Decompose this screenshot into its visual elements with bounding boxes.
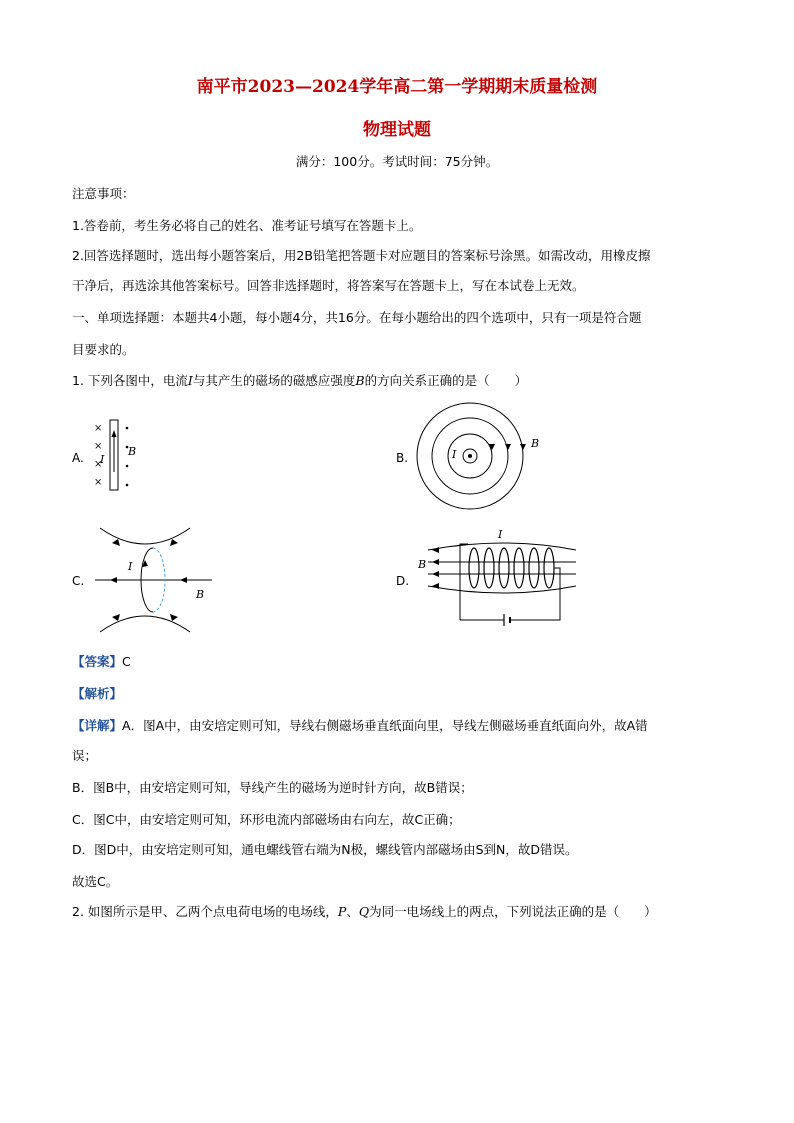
option-c-label: C. — [72, 574, 85, 588]
notes-item-1: 1.答卷前，考生务必将自己的姓名、准考证号填写在答题卡上。 — [72, 218, 422, 233]
figure-d-label-b: B — [418, 558, 427, 571]
q1-var-b: B — [355, 373, 365, 388]
answer-value: C — [122, 654, 131, 669]
conclusion: 故选C。 — [72, 874, 119, 889]
exam-title: 南平市2023—2024学年高二第一学期期末质量检测 — [196, 77, 598, 97]
q2-stem: 2. 如图所示是甲、乙两个点电荷电场的电场线，P、Q为同一电场线上的两点，下列说法正确的是（ ） — [72, 904, 657, 919]
figure-d-label-i: I — [498, 528, 503, 541]
analysis-tag: 【解析】 — [72, 686, 123, 701]
detail-a-line-2: 误； — [72, 748, 98, 763]
detail-d: D．图D中，由安培定则可知，通电螺线管右端为N极，螺线管内部磁场由S到N，故D错误。 — [72, 842, 578, 857]
q2-var-p: P — [337, 904, 347, 919]
figure-c-label-b: B — [196, 588, 205, 601]
figure-a-label-b: B — [128, 445, 137, 458]
svg-text:×: × — [94, 423, 103, 434]
figure-c — [90, 520, 220, 640]
option-a-label: A. — [72, 451, 84, 465]
detail-b: B．图B中，由安培定则可知，导线产生的磁场为逆时针方向，故B错误； — [72, 780, 473, 795]
detail-a-line-1: 【详解】A．图A中，由安培定则可知，导线右侧磁场垂直纸面向里，导线左侧磁场垂直纸面向外，故A错 — [72, 718, 648, 733]
exam-subtitle: 物理试题 — [363, 120, 431, 140]
detail-c: C．图C中，由安培定则可知，环形电流内部磁场由右向左，故C正确； — [72, 812, 461, 827]
exam-info: 满分：100分。考试时间：75分钟。 — [295, 154, 499, 169]
figure-a-label-i: I — [100, 453, 105, 466]
option-d-label: D. — [396, 574, 410, 588]
section-1-line-1: 一、单项选择题：本题共4小题，每小题4分，共16分。在每小题给出的四个选项中，只有一项是符合题 — [72, 310, 642, 325]
detail-tag: 【详解】 — [72, 718, 123, 733]
figure-a — [88, 418, 148, 498]
svg-text:×: × — [94, 441, 103, 452]
answer-tag: 【答案】 — [72, 654, 123, 669]
q1-stem: 1. 下列各图中，电流I与其产生的磁场的磁感应强度B的方向关系正确的是（ ） — [72, 373, 528, 388]
notes-item-2-line-1: 2.回答选择题时，选出每小题答案后，用2B铅笔把答题卡对应题目的答案标号涂黑。如需改动，用橡皮擦 — [72, 248, 651, 263]
figure-b — [414, 400, 564, 512]
q2-var-q: Q — [358, 904, 370, 919]
section-1-line-2: 目要求的。 — [72, 342, 135, 357]
figure-d — [414, 522, 584, 634]
figure-b-label-i: I — [452, 448, 457, 461]
svg-text:×: × — [94, 477, 103, 488]
figure-b-label-b: B — [531, 437, 540, 450]
svg-text:×: × — [94, 459, 103, 470]
figure-c-label-i: I — [128, 560, 133, 573]
notes-heading: 注意事项： — [72, 186, 135, 201]
notes-item-2-line-2: 干净后，再选涂其他答案标号。回答非选择题时，将答案写在答题卡上，写在本试卷上无效。 — [72, 278, 585, 293]
option-b-label: B. — [396, 451, 409, 465]
q1-var-i: I — [187, 373, 193, 388]
q1-answer — [72, 652, 131, 670]
